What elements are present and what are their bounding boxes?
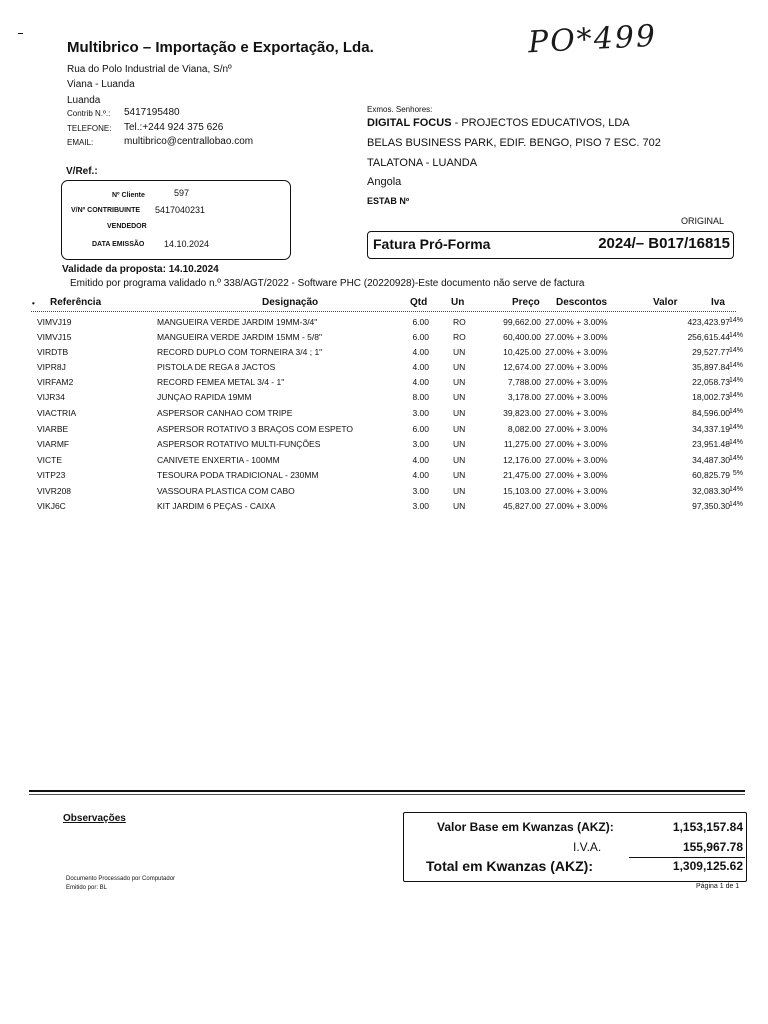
cell-designation: ASPERSOR ROTATIVO 3 BRAÇOS COM ESPETO — [157, 424, 354, 434]
cell-designation: ASPERSOR CANHAO COM TRIPE — [157, 408, 293, 418]
cell-vat-text: 5% — [732, 470, 743, 477]
cell-reference: VIARBE — [37, 424, 69, 434]
proposal-validity: Validade da proposta: 14.10.2024 — [62, 264, 219, 275]
recipient-country: Angola — [367, 176, 402, 188]
cell-value: 423,423.97 — [687, 317, 730, 327]
table-row — [37, 439, 743, 452]
document-type: Fatura Pró-Forma — [373, 236, 491, 252]
company-name: Multibrico – Importação e Exportação, Lda. — [67, 39, 374, 56]
header-designation: Designação — [262, 297, 319, 308]
issuer-email-value: multibrico@centrallobao.com — [124, 136, 254, 147]
cell-unit: UN — [453, 470, 466, 480]
cell-value: 22,058.73 — [692, 377, 730, 387]
cell-value: 18,002.73 — [692, 392, 730, 402]
cell-vat-text: 14% — [728, 392, 743, 399]
cell-value: 34,487.30 — [692, 455, 730, 465]
cell-reference: VIVR208 — [37, 486, 72, 496]
cell-value: 256,615.44 — [687, 332, 730, 342]
vat-amount: 155,967.78 — [682, 840, 743, 854]
cell-unit: UN — [453, 439, 466, 449]
client-number-label: Nº Cliente — [112, 192, 145, 199]
cell-value: 35,897.84 — [692, 362, 730, 372]
cell-vat-text: 14% — [728, 408, 743, 415]
cell-designation: KIT JARDIM 6 PEÇAS - CAIXA — [157, 501, 276, 511]
cell-price: 10,425.00 — [503, 347, 541, 357]
cell-discounts: 27.00% + 3.00% — [545, 501, 608, 511]
base-value-label: Valor Base em Kwanzas (AKZ): — [437, 820, 614, 834]
cell-discounts: 27.00% + 3.00% — [545, 408, 608, 418]
cell-unit: UN — [453, 408, 466, 418]
recipient-name-bold: DIGITAL FOCUS — [367, 117, 452, 129]
page-number: Página 1 de 1 — [696, 883, 740, 890]
cell-designation: MANGUEIRA VERDE JARDIM 15MM - 5/8" — [157, 332, 323, 342]
cell-reference: VICTE — [37, 455, 63, 465]
cell-discounts: 27.00% + 3.00% — [545, 470, 608, 480]
cell-reference: VIRDTB — [37, 347, 69, 357]
cell-price: 39,823.00 — [503, 408, 541, 418]
cell-price: 45,827.00 — [503, 501, 541, 511]
cell-unit: RO — [453, 332, 466, 342]
cell-discounts: 27.00% + 3.00% — [545, 347, 608, 357]
cell-vat-text: 14% — [728, 455, 743, 462]
header-bullet: • — [32, 299, 35, 308]
cell-value: 23,951.48 — [692, 439, 730, 449]
cell-vat-text: 14% — [728, 347, 743, 354]
cell-quantity: 6.00 — [412, 332, 429, 342]
cell-reference: VITP23 — [37, 470, 66, 480]
cell-designation: RECORD DUPLO COM TORNEIRA 3/4 ; 1" — [157, 347, 323, 357]
cell-reference: VIARMF — [37, 439, 70, 449]
cell-vat-text: 14% — [728, 362, 743, 369]
observations-label: Observações — [63, 813, 126, 824]
cell-price: 12,176.00 — [503, 455, 541, 465]
cell-discounts: 27.00% + 3.00% — [545, 424, 608, 434]
total-label: Total em Kwanzas (AKZ): — [426, 858, 593, 874]
cell-reference: VIMVJ15 — [37, 332, 72, 342]
cell-price: 60,400.00 — [503, 332, 541, 342]
items-table-header — [32, 297, 737, 310]
cell-quantity: 4.00 — [412, 347, 429, 357]
issuer-contrib-label: Contrib N.º.: — [67, 109, 111, 118]
issue-date-label: DATA EMISSÃO — [92, 241, 145, 248]
header-vat: Iva — [711, 297, 725, 308]
cell-quantity: 8.00 — [412, 392, 429, 402]
corner-mark — [18, 33, 23, 34]
cell-quantity: 4.00 — [412, 455, 429, 465]
cell-unit: RO — [453, 317, 466, 327]
header-quantity: Qtd — [410, 297, 428, 308]
footer-divider-thick — [29, 790, 745, 792]
cell-price: 99,662.00 — [503, 317, 541, 327]
header-divider — [31, 311, 736, 312]
totals-box — [403, 812, 747, 882]
table-row — [37, 332, 743, 345]
cell-discounts: 27.00% + 3.00% — [545, 362, 608, 372]
cell-vat-text: 14% — [728, 377, 743, 384]
cell-discounts: 27.00% + 3.00% — [545, 455, 608, 465]
table-row — [37, 470, 743, 483]
cell-reference: VIRFAM2 — [37, 377, 74, 387]
header-reference: Referência — [50, 297, 102, 308]
cell-discounts: 27.00% + 3.00% — [545, 392, 608, 402]
copy-label: ORIGINAL — [681, 216, 725, 226]
cell-price: 7,788.00 — [507, 377, 541, 387]
cell-unit: UN — [453, 424, 466, 434]
recipient-address-line3: TALATONA - LUANDA — [367, 157, 478, 169]
total-amount: 1,309,125.62 — [672, 859, 743, 873]
table-row — [37, 347, 743, 360]
cell-unit: UN — [453, 455, 466, 465]
seller-label: VENDEDOR — [107, 223, 147, 230]
issuer-phone-label: TELEFONE: — [67, 124, 112, 133]
cell-quantity: 4.00 — [412, 377, 429, 387]
totals-divider — [629, 857, 745, 858]
cell-unit: UN — [453, 392, 466, 402]
cell-reference: VIKJ6C — [37, 501, 66, 511]
cell-discounts: 27.00% + 3.00% — [545, 317, 608, 327]
client-number-value: 597 — [174, 188, 190, 198]
cell-designation: RECORD FEMEA METAL 3/4 - 1" — [157, 377, 285, 387]
cell-designation: ASPERSOR ROTATIVO MULTI-FUNÇÕES — [157, 439, 321, 449]
cell-value: 97,350.30 — [692, 501, 730, 511]
cell-unit: UN — [453, 501, 466, 511]
cell-discounts: 27.00% + 3.00% — [545, 332, 608, 342]
cell-vat-text: 14% — [728, 332, 743, 339]
cell-reference: VIACTRIA — [37, 408, 77, 418]
cell-value: 34,337.19 — [692, 424, 730, 434]
client-info-box — [61, 180, 291, 260]
issuer-address-line1: Rua do Polo Industrial de Viana, S/nº — [67, 64, 232, 75]
table-row — [37, 392, 743, 405]
header-value: Valor — [653, 297, 678, 308]
cell-quantity: 3.00 — [412, 486, 429, 496]
header-price: Preço — [512, 297, 540, 308]
table-row — [37, 408, 743, 421]
cell-quantity: 3.00 — [412, 501, 429, 511]
software-note: Emitido por programa validado n.º 338/AGT/2022 - Software PHC (20220928)-Este documento não serve de factura — [70, 278, 585, 289]
cell-quantity: 4.00 — [412, 470, 429, 480]
cell-discounts: 27.00% + 3.00% — [545, 377, 608, 387]
cell-quantity: 3.00 — [412, 439, 429, 449]
cell-price: 15,103.00 — [503, 486, 541, 496]
cell-price: 21,475.00 — [503, 470, 541, 480]
cell-reference: VIMVJ19 — [37, 317, 72, 327]
recipient-name-rest: - PROJECTOS EDUCATIVOS, LDA — [451, 117, 630, 129]
cell-quantity: 6.00 — [412, 317, 429, 327]
table-row — [37, 317, 743, 330]
taxpayer-label: V/Nº CONTRIBUINTE — [71, 207, 141, 214]
table-row — [37, 501, 743, 514]
cell-vat-text: 14% — [728, 486, 743, 493]
cell-designation: PISTOLA DE REGA 8 JACTOS — [157, 362, 276, 372]
cell-designation: JUNÇAO RAPIDA 19MM — [157, 392, 252, 402]
recipient-salutation: Exmos. Senhores: — [367, 105, 433, 114]
cell-value: 84,596.00 — [692, 408, 730, 418]
recipient-estab: ESTAB Nº — [367, 196, 410, 206]
cell-price: 12,674.00 — [503, 362, 541, 372]
base-value-amount: 1,153,157.84 — [672, 820, 743, 834]
cell-quantity: 3.00 — [412, 408, 429, 418]
cell-unit: UN — [453, 377, 466, 387]
cell-unit: UN — [453, 347, 466, 357]
cell-price: 3,178.00 — [507, 392, 541, 402]
taxpayer-value: 5417040231 — [155, 205, 206, 215]
header-unit: Un — [451, 297, 465, 308]
issuer-address-line2: Viana - Luanda — [67, 79, 135, 90]
cell-designation: TESOURA PODA TRADICIONAL - 230MM — [157, 470, 319, 480]
vat-label: I.V.A. — [573, 840, 602, 854]
issuer-address-line3: Luanda — [67, 95, 101, 106]
issue-date-value: 14.10.2024 — [164, 239, 210, 249]
issuer-contrib-value: 5417195480 — [124, 107, 180, 118]
cell-reference: VIJR34 — [37, 392, 65, 402]
table-row — [37, 377, 743, 390]
vref-label: V/Ref.: — [66, 166, 98, 177]
table-row — [37, 362, 743, 375]
table-row — [37, 424, 743, 437]
issuer-email-label: EMAIL: — [67, 138, 94, 147]
header-discounts: Descontos — [556, 297, 608, 308]
cell-quantity: 4.00 — [412, 362, 429, 372]
cell-discounts: 27.00% + 3.00% — [545, 486, 608, 496]
cell-unit: UN — [453, 362, 466, 372]
cell-discounts: 27.00% + 3.00% — [545, 439, 608, 449]
cell-vat-text: 14% — [728, 317, 743, 324]
cell-unit: UN — [453, 486, 466, 496]
cell-vat-text: 14% — [728, 424, 743, 431]
table-row — [37, 455, 743, 468]
issuer-phone-value: Tel.:+244 924 375 626 — [124, 122, 224, 133]
cell-price: 11,275.00 — [503, 439, 541, 449]
cell-designation: CANIVETE ENXERTIA - 100MM — [157, 455, 280, 465]
document-number: 2024/– B017/16815 — [598, 235, 730, 252]
cell-value: 29,527.77 — [692, 347, 730, 357]
cell-vat-text: 14% — [728, 439, 743, 446]
cell-reference: VIPR8J — [37, 362, 66, 372]
recipient-address-line2: BELAS BUSINESS PARK, EDIF. BENGO, PISO 7 ESC. 702 — [367, 137, 661, 149]
table-row — [37, 486, 743, 499]
recipient-name — [367, 117, 630, 129]
footer-divider-thin — [29, 794, 745, 795]
cell-value: 60,825.79 — [692, 470, 730, 480]
issued-by: Emitido por: BL — [66, 885, 108, 891]
cell-designation: VASSOURA PLASTICA COM CABO — [157, 486, 295, 496]
handwritten-po-note: PO*499 — [527, 18, 658, 61]
cell-price: 8,082.00 — [507, 424, 541, 434]
cell-vat-text: 14% — [728, 501, 743, 508]
processed-note: Documento Processado por Computador — [66, 876, 176, 882]
cell-quantity: 6.00 — [412, 424, 429, 434]
invoice-title-box — [367, 231, 734, 259]
cell-designation: MANGUEIRA VERDE JARDIM 19MM-3/4" — [157, 317, 318, 327]
cell-value: 32,083.30 — [692, 486, 730, 496]
